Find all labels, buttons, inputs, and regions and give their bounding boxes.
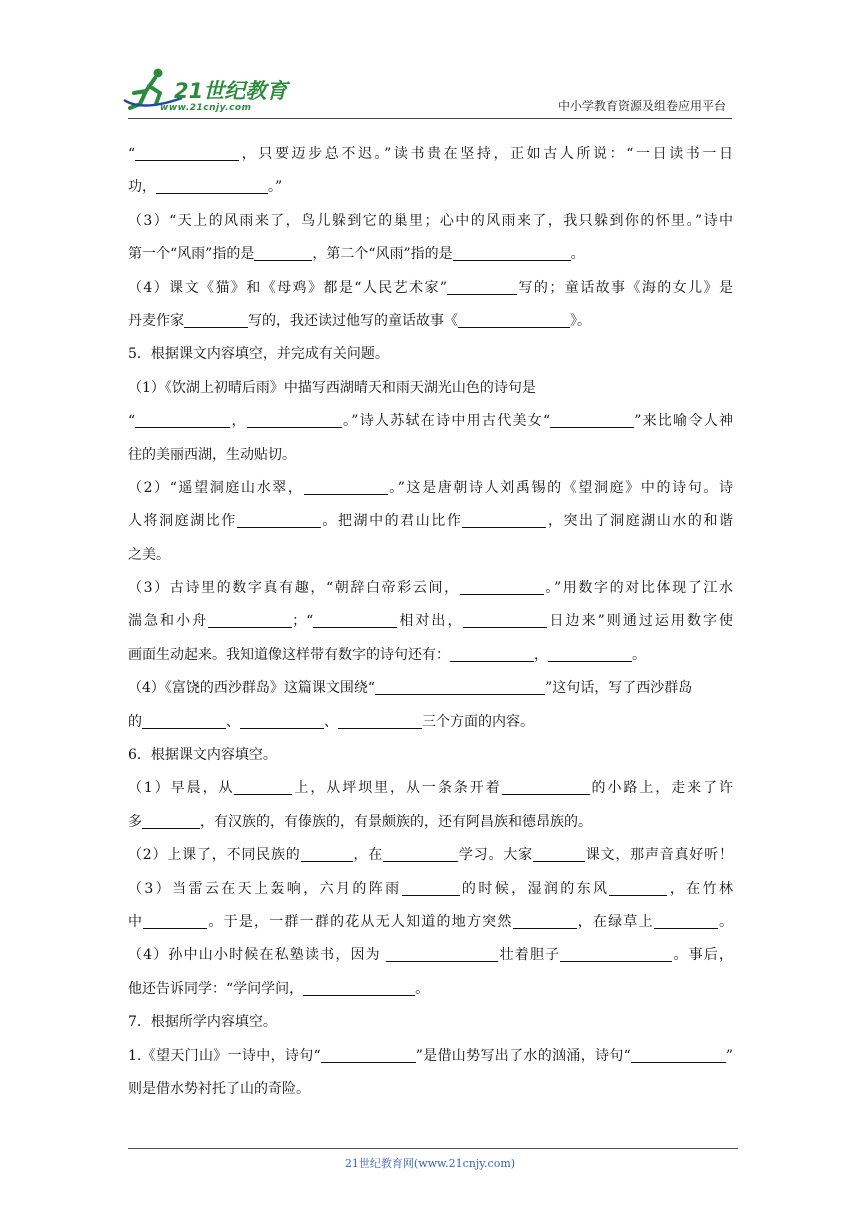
text-segment: 。”诗人苏轼在诗中用古代美女“: [341, 413, 551, 430]
text-segment: 功，: [128, 179, 156, 196]
logo-text: 21世纪教育: [174, 79, 288, 103]
footer-divider: [128, 1148, 738, 1149]
text-segment: 5．根据课文内容填空，并完成有关问题。: [128, 346, 389, 363]
text-segment: 。: [717, 913, 733, 930]
text-segment: “: [128, 146, 136, 162]
fill-in-blank: [447, 277, 517, 295]
text-segment: （1）《饮湖上初晴后雨》中描写西湖晴天和雨天湖光山色的诗句是: [128, 379, 536, 396]
text-segment: 湍急和小舟: [128, 613, 209, 630]
text-segment: 。: [570, 246, 585, 263]
text-segment: ，第二个“风雨”指的是: [312, 246, 453, 263]
text-segment: （1）早晨，从: [128, 780, 235, 797]
text-segment: 的小路上，走来了许: [589, 780, 733, 797]
text-segment: 、: [324, 713, 338, 730]
fill-in-blank: [135, 143, 239, 161]
text-segment: 。”: [268, 179, 283, 196]
text-segment: （2）“遥望洞庭山水翠，: [128, 479, 304, 496]
text-line: [128, 205, 733, 238]
text-segment: 相对出，: [397, 613, 464, 630]
fill-in-blank: [609, 878, 667, 896]
fill-in-blank: [321, 1045, 416, 1063]
fill-in-blank: [208, 610, 292, 628]
text-segment: 画面生动起来。我知道像这样带有数字的诗句还有：: [128, 646, 450, 663]
text-line: [128, 472, 733, 505]
fill-in-blank: [156, 176, 268, 194]
text-segment: 三个方面的内容。: [422, 713, 534, 730]
text-segment: ，在: [352, 847, 384, 864]
text-segment: ，突出了洞庭湖山水的和谐: [546, 513, 733, 530]
fill-in-blank: [462, 510, 546, 528]
text-line: [128, 138, 733, 171]
text-segment: （4）孙中山小时候在私塾读书，因为: [128, 947, 387, 964]
fill-in-blank: [237, 510, 321, 528]
text-line: [128, 338, 733, 371]
text-segment: ，: [534, 646, 548, 663]
text-segment: （2）上课了，不同民族的: [128, 847, 301, 864]
text-line: [128, 739, 733, 772]
text-segment: ，只要迈步总不迟。”读书贵在坚持，正如古人所说：“一日读书一日: [239, 146, 733, 162]
text-segment: ，在竹林: [667, 880, 733, 897]
text-segment: 。”这是唐朝诗人刘禹锡的《望洞庭》中的诗句。诗: [387, 479, 733, 496]
text-segment: ”: [725, 1047, 733, 1064]
text-segment: ；“: [292, 613, 314, 630]
fill-in-blank: [383, 844, 458, 862]
text-line: [128, 539, 733, 572]
text-segment: 6．根据课文内容填空。: [128, 747, 277, 764]
text-segment: 人将洞庭湖比作: [128, 513, 237, 530]
text-segment: 日边来”则通过运用数字使: [547, 613, 733, 630]
text-line: [128, 171, 733, 204]
fill-in-blank: [453, 243, 571, 261]
fill-in-blank: [513, 911, 577, 929]
text-segment: 课文，那声音真好听！: [584, 847, 733, 864]
fill-in-blank: [458, 310, 570, 328]
text-line: [128, 439, 733, 472]
fill-in-blank: [450, 644, 534, 662]
exercise-content: [128, 138, 733, 1106]
fill-in-blank: [142, 711, 226, 729]
text-segment: ”来比喻令人神: [634, 413, 733, 430]
text-segment: 丹麦作家: [128, 312, 184, 329]
fill-in-blank: [402, 878, 460, 896]
text-line: [128, 1040, 733, 1073]
text-segment: ，有汉族的，有傣族的，有景颇族的，还有阿昌族和德昂族的。: [200, 813, 592, 830]
platform-title: 中小学教育资源及组卷应用平台: [557, 99, 726, 113]
header-divider: [128, 118, 732, 119]
fill-in-blank: [550, 410, 634, 428]
fill-in-blank: [304, 477, 388, 495]
text-segment: 则是借水势衬托了山的奇险。: [128, 1080, 310, 1097]
fill-in-blank: [338, 711, 422, 729]
text-segment: ”这句话，写了西沙群岛: [545, 680, 693, 697]
text-segment: 壮着胆子: [498, 947, 561, 964]
text-line: [128, 372, 733, 405]
text-segment: ”是借山势写出了水的汹涌，诗句“: [415, 1047, 631, 1064]
text-line: [128, 806, 733, 839]
text-line: [128, 305, 733, 338]
fill-in-blank: [184, 310, 248, 328]
text-line: [128, 505, 733, 538]
fill-in-blank: [142, 811, 200, 829]
text-line: [128, 772, 733, 805]
text-line: [128, 1006, 733, 1039]
fill-in-blank: [654, 911, 718, 929]
fill-in-blank: [460, 577, 544, 595]
fill-in-blank: [301, 844, 353, 862]
page-header: [0, 0, 860, 125]
fill-in-blank: [463, 610, 547, 628]
text-line: [128, 672, 733, 705]
text-line: [128, 605, 733, 638]
fill-in-blank: [533, 844, 585, 862]
text-segment: 第一个“风雨”指的是: [128, 246, 255, 263]
fill-in-blank: [386, 944, 498, 962]
text-line: [128, 939, 733, 972]
footer-text: 21世纪教育网(www.21cnjy.com): [344, 1157, 516, 1170]
fill-in-blank: [631, 1045, 726, 1063]
fill-in-blank: [313, 610, 397, 628]
fill-in-blank: [303, 978, 415, 996]
fill-in-blank: [548, 644, 632, 662]
fill-in-blank: [375, 677, 545, 695]
text-segment: （3）古诗里的数字真有趣，“朝辞白帝彩云间，: [128, 580, 460, 597]
text-segment: 的: [128, 713, 142, 730]
text-segment: 他还告诉同学：“学问学问，: [128, 980, 304, 997]
fill-in-blank: [234, 777, 292, 795]
text-segment: 。事后，: [672, 947, 733, 964]
fill-in-blank: [143, 911, 207, 929]
text-segment: 。: [632, 646, 646, 663]
text-line: [128, 706, 733, 739]
text-segment: 》。: [570, 312, 591, 329]
logo-url: www.21cnjy.com: [160, 103, 252, 113]
text-line: [128, 238, 733, 271]
text-segment: 的时候，湿润的东风: [459, 880, 610, 897]
fill-in-blank: [247, 410, 342, 428]
text-segment: 上，从坪坝里，从一条条开着: [292, 780, 502, 797]
text-segment: 1.《望天门山》一诗中，诗句“: [128, 1047, 321, 1064]
fill-in-blank: [560, 944, 672, 962]
fill-in-blank: [254, 243, 312, 261]
text-segment: 多: [128, 813, 142, 830]
text-segment: 写的；童话故事《海的女儿》是: [517, 279, 733, 296]
text-segment: （3）当雷云在天上轰响，六月的阵雨: [128, 880, 402, 897]
text-segment: 往的美丽西湖，生动贴切。: [128, 446, 296, 463]
text-segment: ，在绿草上: [576, 913, 654, 930]
text-segment: “: [128, 413, 136, 430]
text-segment: 写的，我还读过他写的童话故事《: [248, 312, 458, 329]
text-segment: 。把湖中的君山比作: [320, 513, 463, 530]
text-line: [128, 906, 733, 939]
fill-in-blank: [135, 410, 230, 428]
fill-in-blank: [240, 711, 324, 729]
text-line: [128, 873, 733, 906]
text-line: [128, 272, 733, 305]
text-segment: 。”用数字的对比体现了江水: [543, 580, 733, 597]
text-segment: 之美。: [128, 546, 170, 563]
text-segment: （3）“天上的风雨来了，鸟儿躲到它的巢里；心中的风雨来了，我只躲到你的怀里。”诗中: [128, 212, 733, 229]
text-line: [128, 405, 733, 438]
text-segment: ，: [230, 413, 247, 430]
text-segment: 学习。大家: [458, 847, 533, 864]
fill-in-blank: [502, 777, 590, 795]
text-segment: （4）课文《猫》和《母鸡》都是“人民艺术家”: [128, 279, 448, 296]
text-segment: （4）《富饶的西沙群岛》这篇课文围绕“: [128, 680, 376, 697]
text-line: [128, 839, 733, 872]
text-line: [128, 1073, 733, 1106]
text-segment: 7．根据所学内容填空。: [128, 1014, 277, 1031]
text-segment: 。于是，一群一群的花从无人知道的地方突然: [207, 913, 513, 930]
text-segment: 。: [415, 980, 430, 997]
text-line: [128, 973, 733, 1006]
text-segment: 、: [226, 713, 240, 730]
text-segment: 中: [128, 913, 144, 930]
text-line: [128, 639, 733, 672]
text-line: [128, 572, 733, 605]
